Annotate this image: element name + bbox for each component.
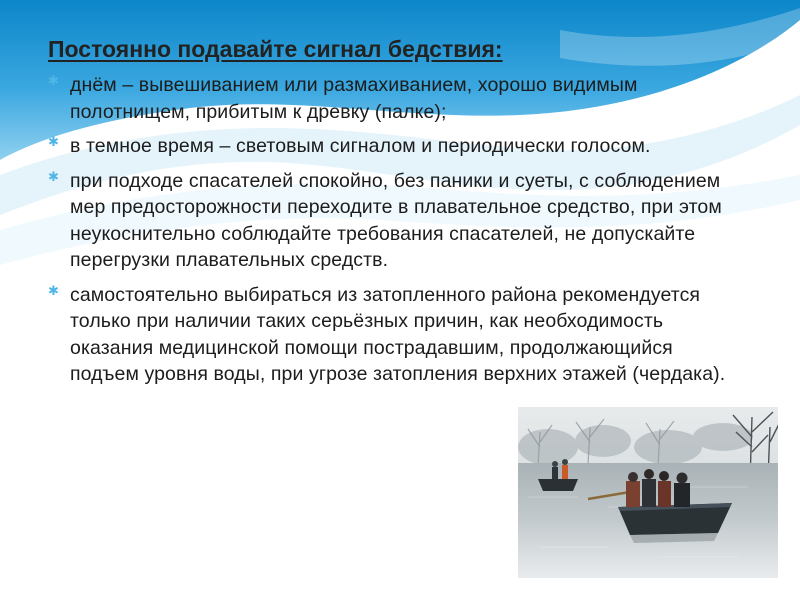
bullet-text: в темное время – световым сигналом и периодически голосом. [70, 135, 651, 157]
asterisk-icon: ✱ [48, 282, 59, 298]
flood-rescue-photo [518, 407, 778, 578]
asterisk-icon: ✱ [48, 134, 59, 149]
bullet-item [48, 168, 728, 274]
bullet-text: самостоятельно выбираться из затопленного района рекомендуется только при наличии таких серьёзных причин, как необходимость оказания медицинской помощи пострадавшим, продолжающийся подъем уровня воды, при угрозе затопления верхних этажей (чердака). [70, 283, 726, 385]
asterisk-icon: ✱ [48, 73, 59, 88]
slide-title: Постоянно подавайте сигнал бедствия: [48, 36, 503, 62]
bullet-list [48, 72, 728, 396]
bullet-item [48, 72, 728, 125]
bullet-item [48, 133, 728, 160]
bullet-item [48, 282, 728, 388]
bullet-text: при подходе спасателей спокойно, без паники и суеты, с соблюдением мер предосторожности переходите в плавательное средство, при этом неукоснительно соблюдайте требования спасателей, не допускайте перегрузки плавательных средств. [70, 169, 722, 271]
asterisk-icon: ✱ [48, 168, 59, 184]
bullet-text: днём – вывешиванием или размахиванием, хорошо видимым полотнищем, прибитым к древку (палке); [70, 74, 638, 123]
